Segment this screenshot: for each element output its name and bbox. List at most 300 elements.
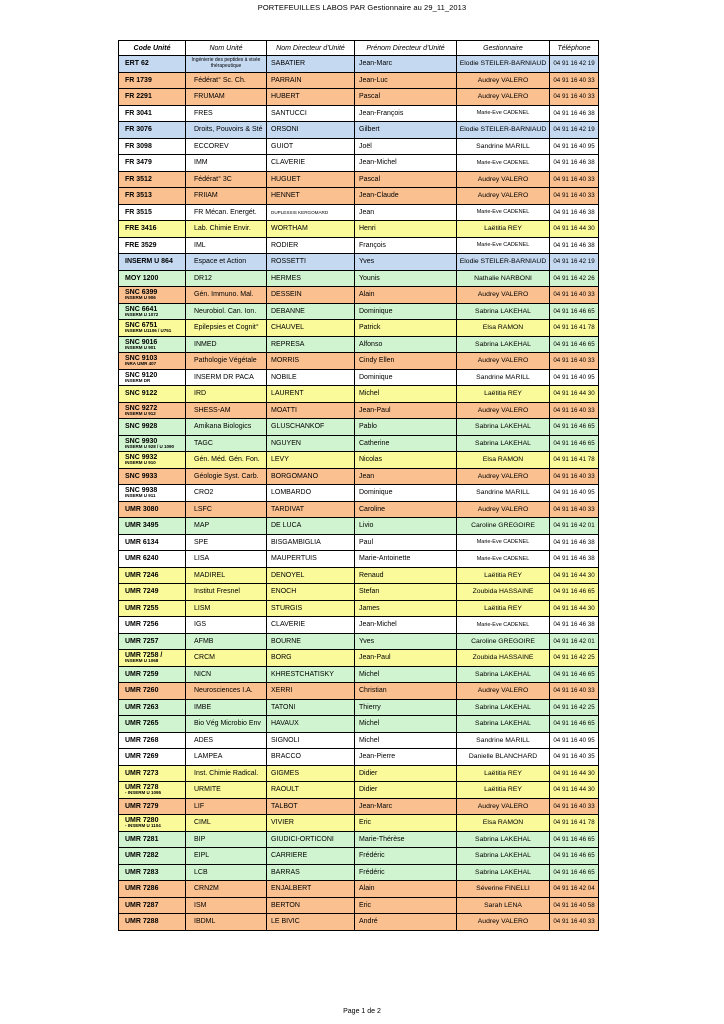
unit-code: UMR 7273 [125, 769, 159, 777]
table-row [119, 600, 599, 617]
manager-cell: Marie-Eve CADENEL [457, 155, 550, 172]
unit-name-cell: Fédérat° Sc. Ch. [186, 72, 267, 89]
manager-cell: Caroline GREGOIRE [457, 633, 550, 650]
unit-code-cell [119, 122, 186, 139]
unit-name-cell: Gén. Méd. Gén. Fon. [186, 452, 267, 469]
unit-code: FR 3041 [125, 109, 152, 117]
unit-code: SNC 6641 [125, 305, 158, 313]
unit-name-cell: Lab. Chimie Envir. [186, 221, 267, 238]
phone-cell: 04 91 16 42 01 [550, 633, 599, 650]
table-row [119, 749, 599, 766]
unit-code: SNC 9928 [125, 423, 158, 431]
phone-cell: 04 91 16 40 33 [550, 353, 599, 370]
director-lastname-cell: LE BIVIC [267, 914, 355, 931]
manager-cell: Sabrina LAKEHAL [457, 419, 550, 436]
unit-code-cell [119, 732, 186, 749]
manager-cell: Marie-Eve CADENEL [457, 237, 550, 254]
unit-code: SNC 9932 [125, 454, 158, 461]
unit-code: SNC 6399 [125, 289, 158, 296]
director-firstname-cell: Michel [355, 386, 457, 403]
director-firstname-cell: Marie-Thérèse [355, 831, 457, 848]
table-row [119, 518, 599, 535]
manager-cell: Audrey VALERO [457, 72, 550, 89]
director-lastname-cell: GUIOT [267, 138, 355, 155]
unit-code-cell [119, 848, 186, 865]
unit-name-cell: Droits, Pouvoirs & Sté [186, 122, 267, 139]
unit-code-cell [119, 402, 186, 419]
director-lastname-cell: RODIER [267, 237, 355, 254]
director-firstname-cell: Christian [355, 683, 457, 700]
table-row [119, 353, 599, 370]
unit-code: UMR 7255 [125, 604, 159, 612]
unit-code-cell [119, 452, 186, 469]
phone-cell: 04 91 16 46 65 [550, 666, 599, 683]
director-lastname-cell: CLAVERIE [267, 155, 355, 172]
unit-code-cell [119, 89, 186, 106]
director-firstname-cell: Michel [355, 716, 457, 733]
director-firstname-cell: Jean-Marc [355, 798, 457, 815]
director-firstname-cell: Jean [355, 204, 457, 221]
phone-cell: 04 91 16 46 65 [550, 848, 599, 865]
unit-code-cell [119, 666, 186, 683]
manager-cell: Audrey VALERO [457, 468, 550, 485]
director-lastname-cell: REPRESA [267, 336, 355, 353]
unit-code-cell [119, 188, 186, 205]
unit-name-cell: LCB [186, 864, 267, 881]
unit-code-cell [119, 617, 186, 634]
unit-code-cell [119, 501, 186, 518]
unit-code: FR 3515 [125, 208, 152, 216]
manager-cell: Danielle BLANCHARD [457, 749, 550, 766]
table-row [119, 237, 599, 254]
unit-subcode: INSERM U 911 [125, 493, 156, 498]
table-row [119, 815, 599, 832]
manager-cell: Marie-Eve CADENEL [457, 551, 550, 568]
unit-name-cell: DR12 [186, 270, 267, 287]
table-row [119, 336, 599, 353]
manager-cell: Elodie STEILER-BARNIAUD [457, 254, 550, 271]
phone-cell: 04 91 16 44 30 [550, 765, 599, 782]
phone-cell: 04 91 16 42 01 [550, 518, 599, 535]
director-firstname-cell: Frédéric [355, 864, 457, 881]
table-row [119, 254, 599, 271]
phone-cell: 04 91 16 46 65 [550, 336, 599, 353]
director-firstname-cell: Catherine [355, 435, 457, 452]
unit-code: UMR 7268 [125, 736, 159, 744]
table-row [119, 89, 599, 106]
unit-code: UMR 7257 [125, 637, 159, 645]
director-firstname-cell: Jean-Paul [355, 402, 457, 419]
phone-cell: 04 91 16 40 33 [550, 287, 599, 304]
unit-name-cell: AFMB [186, 633, 267, 650]
column-header-gestionnaire: Gestionnaire [457, 41, 550, 56]
column-header-prenom-directeur: Prénom Directeur d'Unité [355, 41, 457, 56]
unit-code-cell [119, 567, 186, 584]
manager-cell: Laëtitia REY [457, 782, 550, 799]
director-firstname-cell: Michel [355, 666, 457, 683]
director-firstname-cell: Stefan [355, 584, 457, 601]
manager-cell: Séverine FINELLI [457, 881, 550, 898]
table-row [119, 699, 599, 716]
unit-code-cell [119, 716, 186, 733]
table-row [119, 320, 599, 337]
director-firstname-cell: Pascal [355, 171, 457, 188]
unit-code: UMR 7256 [125, 621, 159, 629]
unit-code-cell [119, 171, 186, 188]
unit-code-cell [119, 435, 186, 452]
phone-cell: 04 91 16 40 33 [550, 402, 599, 419]
director-lastname-cell: ROSSETTI [267, 254, 355, 271]
labs-table-body [119, 56, 599, 931]
director-firstname-cell: James [355, 600, 457, 617]
phone-cell: 04 91 16 46 65 [550, 303, 599, 320]
labs-table [118, 40, 599, 931]
unit-code: SNC 9272 [125, 404, 158, 412]
manager-cell: Laëtitia REY [457, 567, 550, 584]
unit-name-cell: IGS [186, 617, 267, 634]
unit-code: ERT 62 [125, 60, 149, 68]
director-firstname-cell: Renaud [355, 567, 457, 584]
manager-cell: Audrey VALERO [457, 353, 550, 370]
phone-cell: 04 91 16 46 65 [550, 419, 599, 436]
unit-code-cell [119, 815, 186, 832]
director-firstname-cell: Joël [355, 138, 457, 155]
table-row [119, 650, 599, 667]
table-row [119, 732, 599, 749]
director-firstname-cell: Didier [355, 765, 457, 782]
unit-name-cell: IRD [186, 386, 267, 403]
phone-cell: 04 91 16 44 30 [550, 386, 599, 403]
table-row [119, 881, 599, 898]
unit-code: FR 1739 [125, 76, 152, 84]
phone-cell: 04 91 16 40 33 [550, 188, 599, 205]
manager-cell: Sabrina LAKEHAL [457, 303, 550, 320]
unit-name-cell: URMITE [186, 782, 267, 799]
director-lastname-cell: CARRIERE [267, 848, 355, 865]
unit-code: SNC 9120 [125, 371, 158, 379]
director-lastname-cell: DENOYEL [267, 567, 355, 584]
director-lastname-cell: DE LUCA [267, 518, 355, 535]
phone-cell: 04 91 16 46 38 [550, 105, 599, 122]
unit-subcode: INSERM U1106 / U751 [125, 328, 172, 333]
director-lastname-cell: DEBANNE [267, 303, 355, 320]
unit-code-cell [119, 419, 186, 436]
manager-cell: Marie-Eve CADENEL [457, 204, 550, 221]
phone-cell: 04 91 16 40 33 [550, 914, 599, 931]
phone-cell: 04 91 16 42 19 [550, 254, 599, 271]
director-lastname-cell: SIGNOLI [267, 732, 355, 749]
unit-subcode: INSERM U 901 [125, 344, 156, 350]
table-row [119, 138, 599, 155]
director-lastname-cell: NGUYEN [267, 435, 355, 452]
manager-cell: Sabrina LAKEHAL [457, 864, 550, 881]
manager-cell: Audrey VALERO [457, 188, 550, 205]
unit-code-cell [119, 270, 186, 287]
phone-cell: 04 91 16 42 26 [550, 270, 599, 287]
director-firstname-cell: Caroline [355, 501, 457, 518]
director-lastname-cell: CLAVERIE [267, 617, 355, 634]
manager-cell: Sabrina LAKEHAL [457, 435, 550, 452]
unit-code-cell [119, 237, 186, 254]
table-row [119, 864, 599, 881]
director-lastname-cell: CHAUVEL [267, 320, 355, 337]
phone-cell: 04 91 16 41 78 [550, 452, 599, 469]
director-firstname-cell: Marie-Antoinette [355, 551, 457, 568]
director-firstname-cell: Alain [355, 881, 457, 898]
unit-name-cell: FRES [186, 105, 267, 122]
table-row [119, 485, 599, 502]
unit-code-cell [119, 798, 186, 815]
director-lastname-cell: MORRIS [267, 353, 355, 370]
unit-name-cell: Gén. Immuno. Mal. [186, 287, 267, 304]
manager-cell: Sandrine MARILL [457, 485, 550, 502]
director-firstname-cell: Younis [355, 270, 457, 287]
unit-code: SNC 6751 [125, 322, 158, 329]
manager-cell: Sabrina LAKEHAL [457, 666, 550, 683]
unit-code-cell [119, 138, 186, 155]
director-lastname-cell: PARRAIN [267, 72, 355, 89]
unit-code: UMR 7249 [125, 588, 159, 596]
phone-cell: 04 91 16 40 33 [550, 468, 599, 485]
column-header-nom-unite: Nom Unité [186, 41, 267, 56]
director-firstname-cell: Patrick [355, 320, 457, 337]
phone-cell: 04 91 16 46 65 [550, 864, 599, 881]
director-lastname-cell: TATONI [267, 699, 355, 716]
unit-code-cell [119, 782, 186, 799]
director-lastname-cell: SABATIER [267, 56, 355, 73]
unit-name-cell: ISM [186, 897, 267, 914]
unit-code: UMR 7278 [125, 784, 159, 791]
manager-cell: Laëtitia REY [457, 600, 550, 617]
director-firstname-cell: Michel [355, 732, 457, 749]
director-firstname-cell: Eric [355, 897, 457, 914]
table-row [119, 369, 599, 386]
manager-cell: Nathalie NARBONI [457, 270, 550, 287]
manager-cell: Sabrina LAKEHAL [457, 848, 550, 865]
phone-cell: 04 91 16 44 30 [550, 567, 599, 584]
unit-name-cell: INSERM DR PACA [186, 369, 267, 386]
manager-cell: Sabrina LAKEHAL [457, 699, 550, 716]
unit-name-cell: ECCOREV [186, 138, 267, 155]
unit-code: UMR 7263 [125, 703, 159, 711]
director-firstname-cell: Jean-Michel [355, 617, 457, 634]
unit-code-cell [119, 221, 186, 238]
phone-cell: 04 91 16 46 38 [550, 551, 599, 568]
unit-code: UMR 7265 [125, 720, 159, 728]
unit-name-cell: INMED [186, 336, 267, 353]
unit-name-cell: EIPL [186, 848, 267, 865]
phone-cell: 04 91 16 46 65 [550, 716, 599, 733]
table-row [119, 402, 599, 419]
director-lastname-cell: NOBILE [267, 369, 355, 386]
phone-cell: 04 91 16 40 33 [550, 501, 599, 518]
table-row [119, 584, 599, 601]
manager-cell: Sandrine MARILL [457, 732, 550, 749]
table-row [119, 72, 599, 89]
director-lastname-cell: SANTUCCI [267, 105, 355, 122]
unit-code-cell [119, 600, 186, 617]
director-lastname-cell: STURGIS [267, 600, 355, 617]
director-lastname-cell: GIUDICI-ORTICONI [267, 831, 355, 848]
phone-cell: 04 91 16 46 38 [550, 204, 599, 221]
unit-subcode: INSERM U 906 [125, 295, 156, 300]
manager-cell: Audrey VALERO [457, 501, 550, 518]
phone-cell: 04 91 16 44 30 [550, 600, 599, 617]
unit-code-cell [119, 551, 186, 568]
unit-code: SNC 9933 [125, 472, 158, 480]
director-firstname-cell: Didier [355, 782, 457, 799]
unit-code: FR 2291 [125, 93, 152, 101]
unit-name-cell: Géologie Syst. Carb. [186, 468, 267, 485]
table-row [119, 56, 599, 73]
unit-code: UMR 7258 / [125, 652, 163, 659]
unit-code: FRE 3529 [125, 241, 157, 249]
phone-cell: 04 91 16 46 38 [550, 617, 599, 634]
unit-code: FR 3512 [125, 175, 152, 183]
unit-code-cell [119, 287, 186, 304]
unit-name-cell: CRCM [186, 650, 267, 667]
director-firstname-cell: Paul [355, 534, 457, 551]
manager-cell: Audrey VALERO [457, 683, 550, 700]
unit-code-cell [119, 72, 186, 89]
table-row [119, 287, 599, 304]
table-row [119, 666, 599, 683]
phone-cell: 04 91 16 42 25 [550, 650, 599, 667]
unit-code: FR 3076 [125, 126, 152, 134]
unit-name-cell: Inst. Chimie Radical. [186, 765, 267, 782]
unit-code: UMR 7287 [125, 901, 159, 909]
table-row [119, 848, 599, 865]
table-row [119, 551, 599, 568]
unit-name-cell: ADES [186, 732, 267, 749]
unit-code: UMR 7279 [125, 802, 159, 810]
unit-code: UMR 7288 [125, 918, 159, 926]
manager-cell: Caroline GREGOIRE [457, 518, 550, 535]
manager-cell: Audrey VALERO [457, 287, 550, 304]
director-lastname-cell: BRACCO [267, 749, 355, 766]
unit-subcode: INSERM U 910 [125, 460, 156, 465]
phone-cell: 04 91 16 40 33 [550, 683, 599, 700]
phone-cell: 04 91 16 40 58 [550, 897, 599, 914]
director-firstname-cell: Nicolas [355, 452, 457, 469]
director-firstname-cell: Dominique [355, 369, 457, 386]
manager-cell: Elodie STEILER-BARNIAUD [457, 122, 550, 139]
director-firstname-cell: Cindy Ellen [355, 353, 457, 370]
unit-code-cell [119, 864, 186, 881]
manager-cell: Sarah LENA [457, 897, 550, 914]
unit-code: FR 3479 [125, 159, 152, 167]
phone-cell: 04 91 16 40 33 [550, 89, 599, 106]
director-firstname-cell: Jean-Claude [355, 188, 457, 205]
unit-code: FRE 3416 [125, 225, 157, 233]
manager-cell: Audrey VALERO [457, 798, 550, 815]
unit-code: UMR 6134 [125, 538, 159, 546]
director-firstname-cell: André [355, 914, 457, 931]
director-lastname-cell: TARDIVAT [267, 501, 355, 518]
director-firstname-cell: Frédéric [355, 848, 457, 865]
director-lastname-cell: ORSONI [267, 122, 355, 139]
unit-name-cell: Epilepsies et Cognit° [186, 320, 267, 337]
manager-cell: Sandrine MARILL [457, 369, 550, 386]
table-row [119, 782, 599, 799]
director-lastname-cell: TALBOT [267, 798, 355, 815]
director-lastname-cell: GLUSCHANKOF [267, 419, 355, 436]
unit-name-cell: Bio Vég Microbio Env [186, 716, 267, 733]
unit-code-cell [119, 353, 186, 370]
column-header-nom-directeur: Nom Directeur d'Unité [267, 41, 355, 56]
manager-cell: Sabrina LAKEHAL [457, 336, 550, 353]
director-firstname-cell: Eric [355, 815, 457, 832]
unit-code-cell [119, 584, 186, 601]
director-firstname-cell: Yves [355, 254, 457, 271]
director-lastname-cell: KHRESTCHATISKY [267, 666, 355, 683]
table-row [119, 897, 599, 914]
director-firstname-cell: Henri [355, 221, 457, 238]
unit-code: MOY 1200 [125, 274, 159, 282]
manager-cell: Elodie STEILER-BARNIAUD [457, 56, 550, 73]
unit-code: UMR 7246 [125, 571, 159, 579]
director-lastname-cell: LEVY [267, 452, 355, 469]
unit-name-cell: LAMPEA [186, 749, 267, 766]
phone-cell: 04 91 16 40 35 [550, 749, 599, 766]
unit-code: UMR 3495 [125, 522, 159, 530]
director-firstname-cell: Thierry [355, 699, 457, 716]
manager-cell: Elsa RAMON [457, 452, 550, 469]
director-lastname-cell: LOMBARDO [267, 485, 355, 502]
unit-code-cell [119, 336, 186, 353]
table-row [119, 683, 599, 700]
manager-cell: Marie-Eve CADENEL [457, 105, 550, 122]
phone-cell: 04 91 16 40 33 [550, 798, 599, 815]
manager-cell: Zoubida HASSAINE [457, 650, 550, 667]
unit-name-cell: CRO2 [186, 485, 267, 502]
table-row [119, 617, 599, 634]
phone-cell: 04 91 16 40 95 [550, 138, 599, 155]
unit-code-cell [119, 105, 186, 122]
unit-name-cell: IBDML [186, 914, 267, 931]
director-firstname-cell: Dominique [355, 303, 457, 320]
director-lastname-cell: MOATTI [267, 402, 355, 419]
manager-cell: Laëtitia REY [457, 765, 550, 782]
phone-cell: 04 91 16 46 65 [550, 584, 599, 601]
phone-cell: 04 91 16 42 19 [550, 56, 599, 73]
director-lastname-cell: HUGUET [267, 171, 355, 188]
page-number: Page 1 de 2 [343, 1008, 381, 1015]
director-lastname-cell: ENOCH [267, 584, 355, 601]
unit-name-cell: FRUMAM [186, 89, 267, 106]
manager-cell: Sandrine MARILL [457, 138, 550, 155]
unit-code-cell [119, 485, 186, 502]
director-firstname-cell: Pablo [355, 419, 457, 436]
unit-code: SNC 9938 [125, 487, 158, 494]
header-row [119, 41, 599, 56]
phone-cell: 04 91 16 44 30 [550, 221, 599, 238]
unit-name-cell: Espace et Action [186, 254, 267, 271]
unit-name-cell: Neurosciences I.A. [186, 683, 267, 700]
director-lastname-cell: BORG [267, 650, 355, 667]
unit-name-cell: CRN2M [186, 881, 267, 898]
director-lastname-cell: VIVIER [267, 815, 355, 832]
director-lastname-cell: XERRI [267, 683, 355, 700]
phone-cell: 04 91 16 40 33 [550, 171, 599, 188]
manager-cell: Audrey VALERO [457, 402, 550, 419]
director-firstname-cell: Yves [355, 633, 457, 650]
table-row [119, 534, 599, 551]
phone-cell: 04 91 16 42 19 [550, 122, 599, 139]
manager-cell: Audrey VALERO [457, 89, 550, 106]
director-firstname-cell: Jean [355, 468, 457, 485]
labs-table-header [119, 41, 599, 56]
